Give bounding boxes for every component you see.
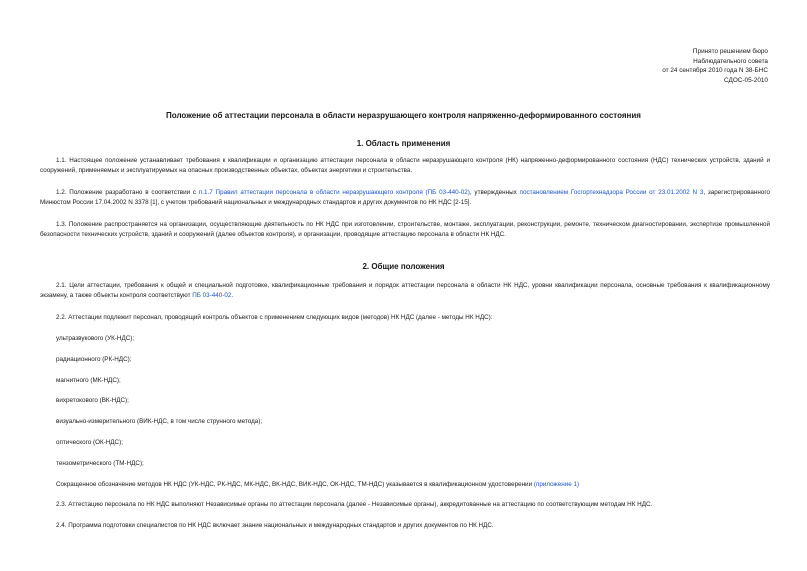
appendix-1-link[interactable]: (приложение 1)	[533, 481, 580, 488]
approval-line-3: от 24 сентября 2010 года N 38-БНС	[662, 67, 768, 75]
paragraph-2-4: 2.4. Программа подготовки специалистов по НК НДС включает знание национальных и международных стандартов и других документов по НК НДС.	[56, 522, 494, 529]
method-item: вихретокового (ВК-НДС);	[56, 397, 129, 404]
method-item: ультразвукового (УК-НДС);	[56, 335, 135, 342]
method-item: магнитного (МК-НДС);	[56, 377, 121, 384]
document-title: Положение об аттестации персонала в области неразрушающего контроля напряженно-деформированного состояния	[166, 111, 641, 120]
approval-line-4: СДОС-05-2010	[724, 76, 768, 84]
abbreviation-text: Сокращенное обозначение методов НК НДС (УК-НДС, РК-НДС, МК-НДС, ВК-НДС, ВИК-НДС, ОК-НДС, ТМ-НДС) указывается в квалификационном удостоверении	[56, 481, 534, 488]
paragraph-1-2-text-c: , утвержденных	[469, 189, 520, 196]
paragraph-2-2: 2.2. Аттестации подлежит персонал, проводящий контроль объектов с применением следующих видов (методов) НК НДС (далее - методы НК НДС):	[56, 314, 493, 321]
paragraph-1-2	[40, 188, 770, 208]
method-item: оптического (ОК-НДС);	[56, 439, 123, 446]
method-item: визуально-измерительного (ВИК-НДС, в том числе струнного метода);	[56, 418, 263, 425]
paragraph-2-3: 2.3. Аттестацию персонала по НК НДС выполняют Независимые органы по аттестации персонала (далее - Независимые органы), аккредитованные на аттестацию по соответствующим методам НК НДС.	[56, 501, 653, 508]
paragraph-1-2-text-d: , зарегистрированного Минюстом России 17.04.2002 N 3378 [1], с учетом требований национальных и международных стандартов и других документов по НК НДС [2-15].	[40, 189, 771, 206]
approval-line-2: Наблюдательного совета	[693, 57, 768, 65]
rules-link[interactable]: п.1.7 Правил аттестации персонала в области неразрушающего контроля	[198, 189, 423, 196]
approval-block	[662, 47, 768, 85]
pb-03-440-02-link-2[interactable]: ПБ 03-440-02	[192, 292, 232, 299]
resolution-link[interactable]: постановлением Госгортехнадзора России от 23.01.2002 N 3	[519, 189, 704, 196]
section-1-heading: 1. Область применения	[356, 139, 451, 148]
method-item: радиационного (РК-НДС);	[56, 356, 132, 363]
paragraph-2-1-text-a: 2.1. Цели аттестации, требования к общей и специальной подготовке, квалификационные требования и порядок аттестации персонала в области НК НДС, уровни квалификации персонала, основные требования к квалификационному экзамену, а также объекты контроля соответствуют	[40, 282, 770, 299]
paragraph-2-1	[40, 281, 770, 301]
paragraph-2-1-text-b: .	[231, 292, 234, 299]
paragraph-1-2-text-a: 1.2. Положение разработано в соответствии с	[56, 189, 199, 196]
pb-03-440-02-link[interactable]: (ПБ 03-440-02)	[425, 189, 470, 196]
section-2-heading: 2. Общие положения	[362, 262, 445, 271]
paragraph-1-1: 1.1. Настоящее положение устанавливает требования к квалификации и организацию аттестации персонала в области неразрушающего контроля (НК) напряженно-деформированного состояния (НДС) технических устройств, зданий и сооружений, применяемых и эксплуатируемых на опасных производственных объектах, объектах энергетики и строительства.	[40, 157, 770, 174]
method-item: тензометрического (ТМ-НДС);	[56, 460, 144, 467]
approval-line-1: Принято решением бюро	[692, 48, 768, 55]
paragraph-1-3: 1.3. Положение распространяется на организации, осуществляющие деятельность по НК НДС при изготовлении, строительстве, монтаже, эксплуатации, реконструкции, ремонте, техническом диагностировании, экспертизе промышленной безопасности технических устройств, зданий и сооружений (далее объектов контроля), и организации, проводящие аттестацию персонала в области НК НДС.	[40, 221, 770, 238]
methods-abbreviation-note	[40, 480, 770, 490]
